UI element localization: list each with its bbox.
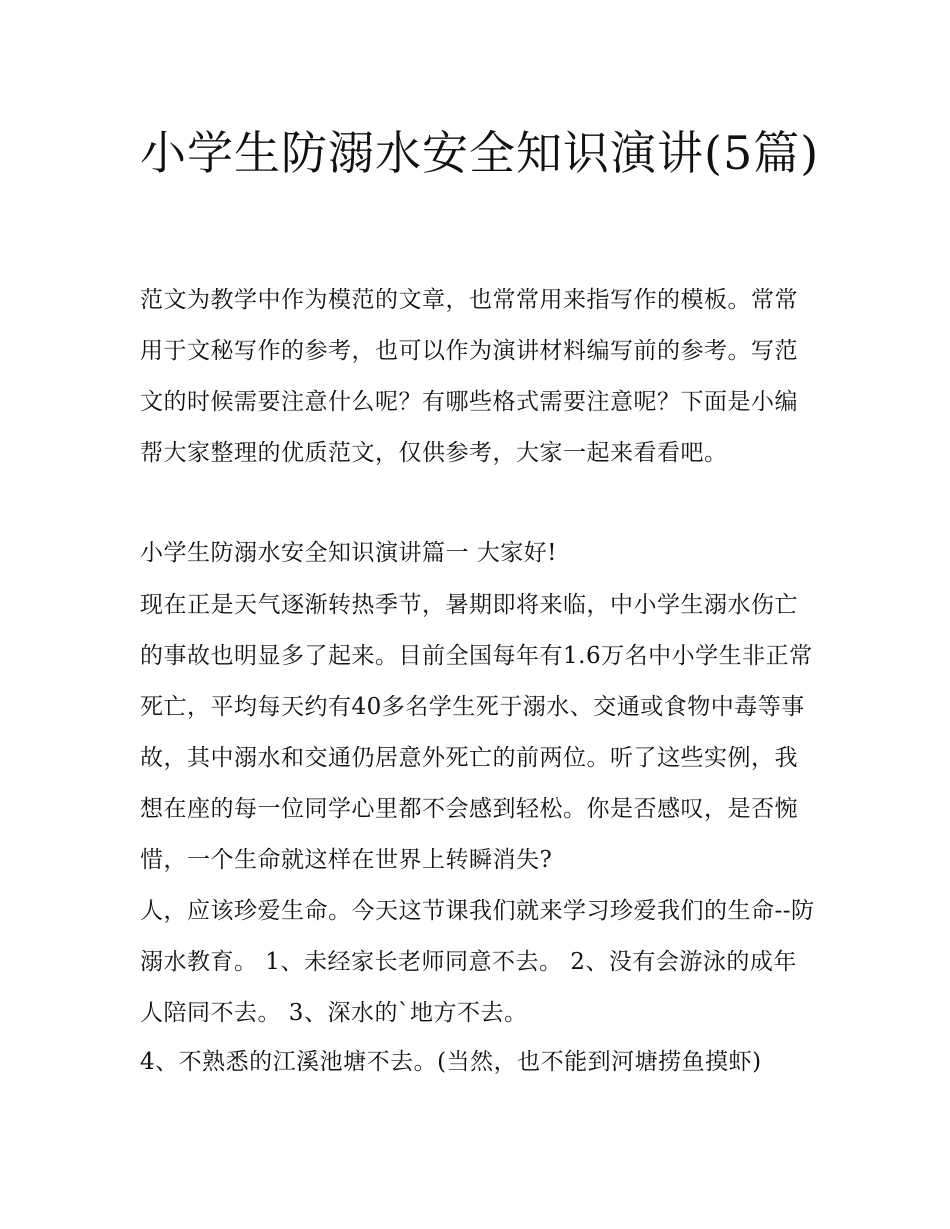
document-title: 小学生防溺水安全知识演讲(5篇) [140, 126, 820, 180]
intro-paragraph: 范文为教学中作为模范的文章，也常常用来指写作的模板。常常用于文秘写作的参考，也可以作为演讲材料编写前的参考。写范文的时候需要注意什么呢？有哪些格式需要注意呢？下面是小编帮大家整理的优质范文，仅供参考，大家一起来看看吧。 [140, 287, 798, 466]
rules-paragraph: 人，应该珍爱生命。今天这节课我们就来学习珍爱我们的生命--防溺水教育。 1、未经家长老师同意不去。 2、没有会游泳的成年人陪同不去。 3、深水的`地方不去。 [140, 898, 815, 1026]
rule-four-paragraph: 4、不熟悉的江溪池塘不去。(当然，也不能到河塘捞鱼摸虾) [140, 1049, 762, 1075]
statistics-paragraph: 现在正是天气逐渐转热季节，暑期即将来临，中小学生溺水伤亡的事故也明显多了起来。目前全国每年有1.6万名中小学生非正常死亡，平均每天约有40多名学生死于溺水、交通或食物中毒等事故，其中溺水和交通仍居意外死亡的前两位。听了这些实例，我想在座的每一位同学心里都不会感到轻松。你是否感叹，是否惋惜，一个生命就这样在世界上转瞬消失? [140, 592, 813, 873]
speech-heading-line: 小学生防溺水安全知识演讲篇一 大家好! [140, 540, 558, 566]
